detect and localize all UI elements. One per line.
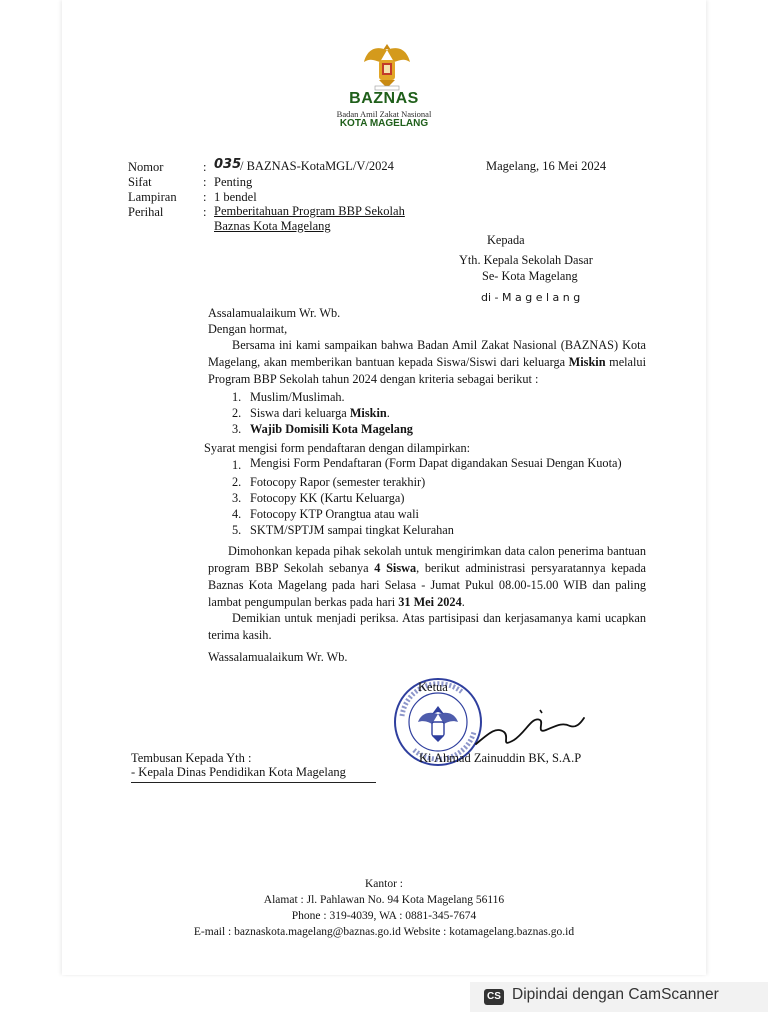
signatory-name: Ki Ahmad Zainuddin BK, S.A.P: [419, 751, 582, 765]
criteria-item-2: [250, 405, 390, 422]
request-bold-2: 31 Mei 2024: [398, 595, 462, 609]
criteria-item-2-bold: Miskin: [349, 406, 387, 420]
greeting: Assalamualaikum Wr. Wb.: [208, 306, 341, 320]
farewell: Wassalamualaikum Wr. Wb.: [208, 650, 348, 664]
recipient-kepada: Kepada: [487, 233, 525, 247]
req-num-4: 4.: [232, 507, 242, 521]
perihal-label: Perihal: [128, 205, 164, 219]
camscanner-logo-icon: CS: [484, 989, 504, 1005]
signature-scribble-icon: [470, 704, 590, 754]
recipient-line3: di - M a g e l a n g: [481, 291, 581, 304]
brand-subtitle: Badan Amil Zakat Nasional: [336, 109, 432, 119]
closing-paragraph: Demikian untuk menjadi periksa. Atas partisipasi dan kerjasamanya kami ucapkan terima kasih.: [208, 611, 646, 642]
request-text-2: , berikut administrasi persyaratannya kepada Baznas Kota Magelang pada hari Selasa - Jumat Pukul 08.00-15.00 WIB dan paling lambat pengumpulan berkas pada hari: [208, 561, 646, 609]
signatory-title: Ketua: [418, 680, 448, 694]
cc-label: Tembusan Kepada Yth :: [131, 751, 252, 765]
footer-phone: Phone : 319-4039, WA : 0881-345-7674: [291, 910, 477, 922]
req-item-3: Fotocopy KK (Kartu Keluarga): [250, 491, 405, 505]
perihal-line1: Pemberitahuan Program BBP Sekolah: [214, 204, 405, 218]
request-text-1: Dimohonkan kepada pihak sekolah untuk mengirimkan data calon penerima bantuan program BBP Sekolah sebanya: [208, 544, 646, 575]
lampiran-label: Lampiran: [128, 190, 177, 204]
garuda-emblem-icon: [362, 40, 412, 92]
req-item-1: Mengisi Form Pendaftaran (Form Dapat digandakan Sesuai Dengan Kuota): [250, 456, 622, 470]
criteria-item-2-after: .: [386, 406, 390, 420]
req-item-5: SKTM/SPTJM sampai tingkat Kelurahan: [250, 523, 454, 537]
req-num-2: 2.: [232, 475, 242, 489]
req-num-1: 1.: [232, 458, 242, 472]
recipient-line2: Se- Kota Magelang: [482, 269, 578, 283]
salutation: Dengan hormat,: [208, 322, 288, 336]
req-num-5: 5.: [232, 523, 242, 537]
camscanner-text: Dipindai dengan CamScanner: [512, 986, 719, 1003]
cc-item: - Kepala Dinas Pendidikan Kota Magelang: [131, 765, 376, 783]
req-item-2: Fotocopy Rapor (semester terakhir): [250, 475, 426, 489]
nomor-value: / BAZNAS-KotaMGL/V/2024: [240, 159, 394, 173]
brand-name: BAZNAS: [349, 90, 419, 107]
criteria-num-1: 1.: [232, 390, 242, 404]
nomor-colon: :: [203, 160, 207, 174]
intro-text-2: melalui Program BBP Sekolah tahun 2024 dengan kriteria sebagai berikut :: [208, 355, 647, 386]
intro-bold: Miskin: [568, 355, 606, 369]
perihal-line2: Baznas Kota Magelang: [214, 219, 331, 233]
req-num-3: 3.: [232, 491, 242, 505]
footer-address: Alamat : Jl. Pahlawan No. 94 Kota Magelang 56116: [263, 894, 505, 906]
sifat-value: Penting: [214, 175, 253, 189]
footer-kantor: Kantor :: [364, 878, 403, 890]
requirements-intro: Syarat mengisi form pendaftaran dengan dilampirkan:: [204, 441, 471, 455]
nomor-handwritten: 035: [214, 157, 242, 172]
criteria-item-1: Muslim/Muslimah.: [250, 390, 345, 404]
request-text-3: .: [461, 595, 465, 609]
criteria-num-2: 2.: [232, 406, 242, 420]
request-bold-1: 4 Siswa: [374, 561, 417, 575]
criteria-item-3: Wajib Domisili Kota Magelang: [250, 422, 413, 436]
sifat-colon: :: [203, 175, 207, 189]
criteria-num-3: 3.: [232, 422, 242, 436]
request-paragraph: [208, 543, 646, 611]
recipient-line1: Yth. Kepala Sekolah Dasar: [459, 253, 593, 267]
intro-paragraph: [208, 337, 646, 388]
lampiran-value: 1 bendel: [214, 190, 257, 204]
brand-city: KOTA MAGELANG: [339, 118, 429, 129]
place-date: Magelang, 16 Mei 2024: [486, 159, 607, 173]
footer-contact: E-mail : baznaskota.magelang@baznas.go.id Website : kotamagelang.baznas.go.id: [193, 926, 575, 938]
intro-text-1: Bersama ini kami sampaikan bahwa Badan Amil Zakat Nasional (BAZNAS) Kota Magelang, akan memberikan bantuan kepada Siswa/Siswi dari keluarga: [208, 338, 646, 369]
perihal-colon: :: [203, 205, 207, 219]
req-item-4: Fotocopy KTP Orangtua atau wali: [250, 507, 419, 521]
lampiran-colon: :: [203, 190, 207, 204]
criteria-item-2-text: Siswa dari keluarga: [250, 406, 350, 420]
nomor-label: Nomor: [128, 160, 164, 174]
sifat-label: Sifat: [128, 175, 152, 189]
